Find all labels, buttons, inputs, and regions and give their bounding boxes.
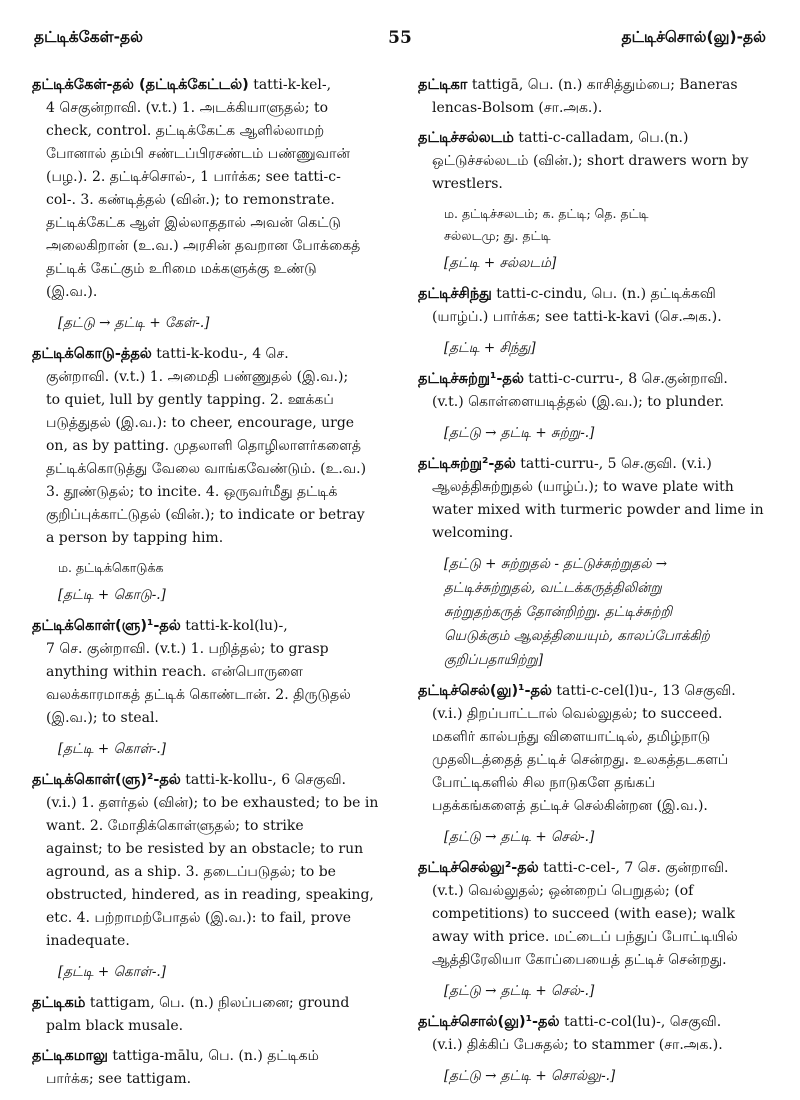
- headword: தட்டிச்சுற்று¹-தல்: [418, 371, 524, 387]
- etymology-note: [தட்டு → தட்டி + கேள்-.]: [58, 315, 210, 331]
- entry-definition: tatti-c-cel-, 7 செ. குன்றாவி. (v.t.) வெல்லுதல்; ஒன்றைப் பெறுதல்; (of competitions) to succeed (with ease); walk away with price. மட்டைப் பந்துப் போட்டியில் ஆத்திரேலியா கோப்பையைத் தட்டிச் சென்றது.: [432, 860, 738, 968]
- entry-definition: tatti-c-curru-, 8 செ.குன்றாவி. (v.t.) கொள்ளையடித்தல் (இ.வ.); to plunder.: [432, 371, 728, 410]
- running-head-right: தட்டிச்சொல்(லு)-தல்: [621, 28, 766, 46]
- entry-definition: tattigam, பெ. (n.) நிலப்பனை; ground palm black musale.: [46, 995, 350, 1034]
- headword: தட்டிக்கொள்(ளு)¹-தல்: [32, 618, 181, 634]
- etymology-note: [தட்டு → தட்டி + சொல்லு-.]: [444, 1068, 616, 1084]
- headword: தட்டிக்கேள்-தல் (தட்டிக்கேட்டல்): [32, 77, 249, 93]
- entry-definition: tatti-c-calladam, பெ.(n.) ஒட்டுச்சல்லடம் (வின்.); short drawers worn by wrestlers.: [432, 130, 749, 192]
- headword: தட்டிகா: [418, 77, 468, 93]
- etymology-note: [தட்டி + சிந்து]: [444, 340, 536, 356]
- dictionary-entry: [32, 343, 387, 550]
- entry-definition: tatti-k-kel-, 4 செகுன்றாவி. (v.t.) 1. அடக்கியாளுதல்; to check, control. தட்டிக்கேட்க ஆளில்லாமற் போனால் தம்பி சண்டப்பிரசண்டம் பண்ணுவான் (பழ.). 2. தட்டிச்சொல்-, 1 பார்க்க; see tatti-c- col-. 3. கண்டித்தல் (வின்.); to remonstrate. தட்டிக்கேட்க ஆள் இல்லாததால் அவன் கெட்டு அலைகிறான் (உ.வ.) அரசின் தவறான போக்கைத் தட்டிக் கேட்கும் உரிமை மக்களுக்கு உண்டு (இ.வ.).: [46, 77, 361, 300]
- entry-definition: tatti-c-cindu, பெ. (n.) தட்டிக்கவி (யாழ்ப்.) பார்க்க; see tatti-k-kavi (செ.அக.).: [432, 286, 722, 325]
- right-column: [418, 74, 773, 1096]
- dictionary-entry: [418, 680, 773, 818]
- running-head-left: தட்டிக்கேள்-தல்: [34, 28, 143, 46]
- entry-definition: tatti-c-col(lu)-, செகுவி. (v.i.) திக்கிப் பேசுதல்; to stammer (சா.அக.).: [432, 1014, 723, 1053]
- dictionary-entry: [32, 992, 387, 1038]
- dictionary-entry: [418, 127, 773, 196]
- headword: தட்டிகம்: [32, 995, 86, 1011]
- dictionary-entry: [418, 1011, 773, 1057]
- etymology-note: [தட்டி + கொடு-.]: [58, 587, 166, 603]
- entry-definition: tattiga-mālu, பெ. (n.) தட்டிகம் பார்க்க; see tattigam.: [46, 1048, 319, 1087]
- headword: தட்டிகமாலு: [32, 1048, 108, 1064]
- etymology-note: [தட்டு → தட்டி + சுற்று-.]: [444, 425, 595, 441]
- dictionary-entry: [32, 74, 387, 304]
- etymology-note: [தட்டி + கொள்-.]: [58, 741, 166, 757]
- dictionary-entry: [418, 857, 773, 972]
- headword: தட்டிசுற்று²-தல்: [418, 456, 516, 472]
- page-header: [0, 28, 800, 58]
- entry-definition: tatti-k-kol(lu)-, 7 செ. குன்றாவி. (v.t.) 1. பறித்தல்; to grasp anything within reach. என்பொருளை வலக்காரமாகத் தட்டிக் கொண்டான். 2. திருடுதல் (இ.வ.); to steal.: [46, 618, 351, 726]
- etymology-note: [தட்டி + கொள்-.]: [58, 964, 166, 980]
- etymology-note: [தட்டு → தட்டி + செல்-.]: [444, 829, 595, 845]
- dictionary-entry: [418, 283, 773, 329]
- left-column: [32, 74, 387, 1098]
- headword: தட்டிக்கொடு-த்தல்: [32, 346, 152, 362]
- entry-definition: tatti-k-kollu-, 6 செகுவி. (v.i.) 1. தளர்தல் (வின்); to be exhausted; to be in want. 2. மோதிக்கொள்ளுதல்; to strike against; to be resisted by an obstacle; to run aground, as a ship. 3. தடைப்படுதல்; to be obstructed, hindered, as in reading, speaking, etc. 4. பற்றாமற்போதல் (இ.வ.): to fail, prove inadequate.: [46, 772, 379, 949]
- page-number: 55: [388, 28, 412, 48]
- headword: தட்டிச்சல்லடம்: [418, 130, 514, 146]
- entry-definition: tatti-curru-, 5 செ.குவி. (v.i.) ஆலத்திசுற்றுதல் (யாழ்ப்.); to wave plate with water mixed with turmeric powder and lime in welcoming.: [432, 456, 764, 541]
- headword: தட்டிச்சொல்(லு)¹-தல்: [418, 1014, 560, 1030]
- dictionary-entry: [32, 769, 387, 953]
- dictionary-entry: [32, 615, 387, 730]
- headword: தட்டிச்சிந்து: [418, 286, 492, 302]
- entry-definition: tatti-k-kodu-, 4 செ. குன்றாவி. (v.t.) 1. அமைதி பண்ணுதல் (இ.வ.); to quiet, lull by gently tapping. 2. ஊக்கப் படுத்துதல் (இ.வ.): to cheer, encourage, urge on, as by patting. முதலாளி தொழிலாளர்களைத் தட்டிக்கொடுத்து வேலை வாங்கவேண்டும். (உ.வ.) 3. தூண்டுதல்; to incite. 4. ஒருவர்மீது தட்டிக் குறிப்புக்காட்டுதல் (வின்.); to indicate or betray a person by tapping him.: [46, 346, 367, 546]
- headword: தட்டிக்கொள்(ளு)²-தல்: [32, 772, 181, 788]
- dictionary-entry: [32, 1045, 387, 1091]
- entry-definition: tatti-c-cel(l)u-, 13 செகுவி. (v.i.) திறப்பாட்டால் வெல்லுதல்; to succeed. மகளிர் கால்பந்து விளையாட்டில், தமிழ்நாடு முதலிடத்தைத் தட்டிச் சென்றது. உலகத்தடகளப் போட்டிகளில் சில நாடுகளே தங்கப் பதக்கங்களைத் தட்டிச் செல்கின்றன (இ.வ.).: [432, 683, 736, 814]
- entry-definition: tattigā, பெ. (n.) காசித்தும்பை; Baneras lencas-Bolsom (சா.அக.).: [432, 77, 738, 116]
- headword: தட்டிச்செல்(லு)¹-தல்: [418, 683, 552, 699]
- cognates-line: ம. தட்டிக்கொடுக்க: [58, 560, 164, 575]
- dictionary-entry: [418, 368, 773, 414]
- dictionary-entry: [418, 453, 773, 545]
- etymology-note: [தட்டு → தட்டி + செல்-.]: [444, 983, 595, 999]
- etymology-note: [தட்டு + சுற்றுதல் - தட்டுச்சுற்றுதல் → தட்டிச்சுற்றுதல், வட்டக்கருத்திலின்று சுற்றுதற்கருத் தோன்றிற்று. தட்டிச்சுற்றி யெடுக்கும் ஆலத்தியையும், காலப்போக்கிற் குறிப்பதாயிற்று]: [444, 556, 710, 668]
- cognates-line: ம. தட்டிச்சலடம்; க. தட்டி; தெ. தட்டி சல்லடமு; து. தட்டி: [444, 206, 649, 243]
- dictionary-entry: [418, 74, 773, 120]
- headword: தட்டிச்செல்லு²-தல்: [418, 860, 539, 876]
- etymology-note: [தட்டி + சல்லடம்]: [444, 255, 557, 271]
